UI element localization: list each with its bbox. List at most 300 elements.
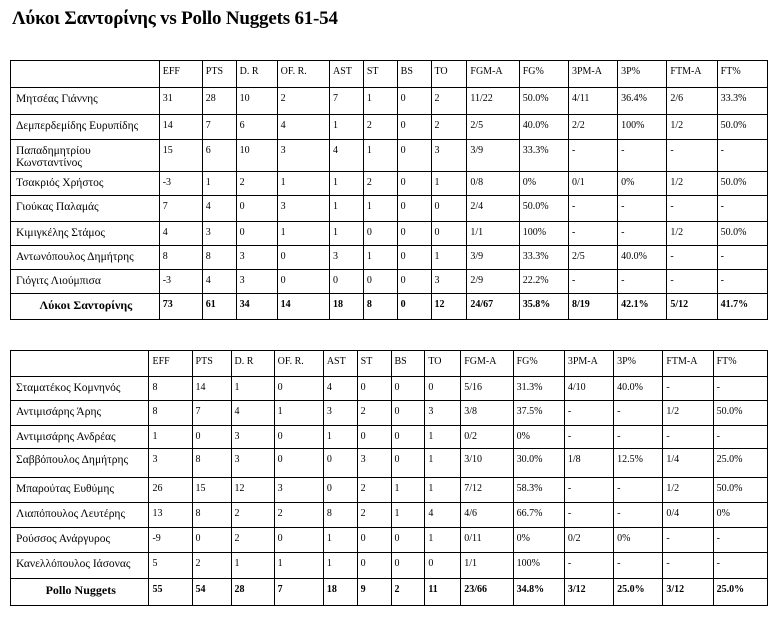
stat-cell: 1/4	[663, 449, 713, 478]
column-header-bs: BS	[397, 61, 431, 88]
stat-cell: 0	[397, 196, 431, 222]
player-row	[11, 449, 768, 478]
stat-cell: 3	[274, 478, 323, 503]
stat-cell: 15	[159, 140, 202, 172]
player-name: Λιαπόπουλος Λευτέρης	[11, 503, 149, 528]
stat-cell: 0/4	[663, 503, 713, 528]
total-cell: 28	[231, 579, 274, 606]
stat-cell: 11/22	[467, 88, 519, 115]
stat-cell: 5/16	[461, 377, 513, 401]
stat-cell: -	[717, 270, 767, 294]
stat-cell: 1/2	[667, 115, 717, 140]
stat-cell: 50.0%	[717, 222, 767, 246]
stat-cell: 7	[329, 88, 363, 115]
stat-cell: 0	[431, 222, 467, 246]
stat-cell: 26	[149, 478, 192, 503]
column-header-to: TO	[425, 351, 461, 377]
player-name: Μπαρούτας Ευθύμης	[11, 478, 149, 503]
stat-cell: -9	[149, 528, 192, 553]
player-name: Κανελλόπουλος Ιάσονας	[11, 553, 149, 579]
stat-cell: 0%	[519, 172, 568, 196]
stat-cell: 40.0%	[614, 377, 663, 401]
stat-cell: 3	[236, 246, 277, 270]
player-name: Σταματέκος Κομνηνός	[11, 377, 149, 401]
player-name: Δεμπερδεμίδης Ευρυπίδης	[11, 115, 160, 140]
stat-cell: 4	[277, 115, 329, 140]
stat-cell: 0	[236, 222, 277, 246]
stat-cell: 2	[363, 172, 397, 196]
stat-cell: 0	[192, 426, 231, 449]
stat-cell: 1	[274, 401, 323, 426]
stat-cell: -3	[159, 270, 202, 294]
stat-cell: 3	[236, 270, 277, 294]
column-header-ast: AST	[323, 351, 357, 377]
stat-cell: 0	[391, 377, 425, 401]
stat-cell: 2	[231, 528, 274, 553]
stat-cell: 50.0%	[717, 172, 767, 196]
header-blank-cell	[11, 61, 160, 88]
stat-cell: 2/5	[568, 246, 617, 270]
stat-cell: 1/2	[663, 478, 713, 503]
column-header-st: ST	[357, 351, 391, 377]
stat-cell: 0	[431, 196, 467, 222]
stat-cell: 8	[202, 246, 236, 270]
stat-cell: 50.0%	[713, 478, 767, 503]
player-row	[11, 528, 768, 553]
column-header-3pm-a: 3PM-A	[564, 351, 613, 377]
team-name: Pollo Nuggets	[11, 579, 149, 606]
stat-cell: 1/2	[667, 172, 717, 196]
total-cell: 18	[329, 294, 363, 320]
stat-cell: 6	[236, 115, 277, 140]
player-name: Γιόγιτς Λιούμπισα	[11, 270, 160, 294]
stat-cell: 0	[397, 115, 431, 140]
total-cell: 9	[357, 579, 391, 606]
stat-cell: -	[663, 528, 713, 553]
player-row	[11, 270, 768, 294]
player-name: Τσακριός Χρήστος	[11, 172, 160, 196]
stat-cell: 1	[277, 172, 329, 196]
column-header-of-r: OF. R.	[277, 61, 329, 88]
stat-cell: 8	[159, 246, 202, 270]
column-header-fgm-a: FGM-A	[467, 61, 519, 88]
total-cell: 23/66	[461, 579, 513, 606]
stat-cell: 1	[363, 88, 397, 115]
stat-cell: 22.2%	[519, 270, 568, 294]
stat-cell: 2	[236, 172, 277, 196]
stat-cell: 2	[431, 88, 467, 115]
stat-cell: 0	[363, 222, 397, 246]
stat-cell: -	[614, 503, 663, 528]
stat-cell: 0/11	[461, 528, 513, 553]
stat-cell: 40.0%	[618, 246, 667, 270]
stat-cell: 3	[149, 449, 192, 478]
stat-cell: -	[618, 270, 667, 294]
total-cell: 34.8%	[513, 579, 564, 606]
stat-cell: 40.0%	[519, 115, 568, 140]
total-cell: 24/67	[467, 294, 519, 320]
stat-cell: -	[614, 401, 663, 426]
total-cell: 12	[431, 294, 467, 320]
stat-cell: 0	[391, 553, 425, 579]
total-cell: 14	[277, 294, 329, 320]
header-row	[11, 61, 768, 88]
team-totals-row	[11, 294, 768, 320]
stat-cell: 2/9	[467, 270, 519, 294]
stat-cell: 3	[231, 449, 274, 478]
stat-cell: 0/1	[568, 172, 617, 196]
stat-cell: 8	[149, 377, 192, 401]
player-name: Ρούσσος Ανάργυρος	[11, 528, 149, 553]
stat-cell: 8	[323, 503, 357, 528]
column-header-3pm-a: 3PM-A	[568, 61, 617, 88]
player-row	[11, 401, 768, 426]
stat-cell: -	[663, 553, 713, 579]
stat-cell: -	[717, 140, 767, 172]
stat-cell: 1	[323, 528, 357, 553]
player-name: Παπαδημητρίου Κωνσταντίνος	[11, 140, 160, 172]
stat-cell: -	[717, 196, 767, 222]
stat-cell: -	[713, 426, 767, 449]
stat-cell: 12.5%	[614, 449, 663, 478]
stat-cell: 0	[397, 140, 431, 172]
stat-cell: 0	[357, 426, 391, 449]
stat-cell: 3	[277, 196, 329, 222]
column-header-3p: 3P%	[614, 351, 663, 377]
stat-cell: 33.3%	[717, 88, 767, 115]
stat-cell: 50.0%	[713, 401, 767, 426]
stat-cell: 1/2	[663, 401, 713, 426]
stat-cell: 0	[236, 196, 277, 222]
player-name: Σαββόπουλος Δημήτρης	[11, 449, 149, 478]
stat-cell: 1	[431, 172, 467, 196]
stat-cell: 33.3%	[519, 246, 568, 270]
stat-cell: 2	[357, 478, 391, 503]
stat-cell: 14	[159, 115, 202, 140]
stat-cell: 3/9	[467, 246, 519, 270]
column-header-ftm-a: FTM-A	[667, 61, 717, 88]
stat-cell: 0	[391, 426, 425, 449]
stat-cell: -	[614, 426, 663, 449]
total-cell: 35.8%	[519, 294, 568, 320]
stat-cell: 50.0%	[519, 196, 568, 222]
stat-cell: 0/2	[564, 528, 613, 553]
stat-cell: 0	[274, 528, 323, 553]
stat-cell: 2/5	[467, 115, 519, 140]
stat-cell: 0	[397, 88, 431, 115]
stat-cell: 0	[357, 553, 391, 579]
column-header-3p: 3P%	[618, 61, 667, 88]
stat-cell: 1/1	[461, 553, 513, 579]
team-totals-row	[11, 579, 768, 606]
stat-cell: 3	[323, 401, 357, 426]
stat-cell: -	[618, 140, 667, 172]
stat-cell: 1	[425, 478, 461, 503]
stat-cell: 2	[363, 115, 397, 140]
stat-cell: 0	[425, 377, 461, 401]
stat-cell: -	[568, 222, 617, 246]
column-header-pts: PTS	[202, 61, 236, 88]
stat-cell: 1	[149, 426, 192, 449]
stat-cell: 0/8	[467, 172, 519, 196]
stat-cell: 100%	[618, 115, 667, 140]
stat-cell: 6	[202, 140, 236, 172]
stat-cell: 0%	[614, 528, 663, 553]
total-cell: 42.1%	[618, 294, 667, 320]
column-header-ftm-a: FTM-A	[663, 351, 713, 377]
stat-cell: 0/2	[461, 426, 513, 449]
player-row	[11, 140, 768, 172]
stat-cell: 5	[149, 553, 192, 579]
total-cell: 8/19	[568, 294, 617, 320]
stat-cell: -	[667, 140, 717, 172]
stat-cell: 0	[357, 377, 391, 401]
stat-cell: 1	[231, 553, 274, 579]
total-cell: 18	[323, 579, 357, 606]
stat-cell: 1	[231, 377, 274, 401]
stat-cell: 66.7%	[513, 503, 564, 528]
total-cell: 34	[236, 294, 277, 320]
stat-cell: 7	[192, 401, 231, 426]
column-header-fg: FG%	[519, 61, 568, 88]
stat-cell: 0	[391, 401, 425, 426]
stat-cell: 8	[192, 503, 231, 528]
total-cell: 61	[202, 294, 236, 320]
stat-cell: -	[564, 478, 613, 503]
stat-cell: 0	[425, 553, 461, 579]
stat-cell: 3/10	[461, 449, 513, 478]
stat-cell: -	[717, 246, 767, 270]
stat-cell: 1/8	[564, 449, 613, 478]
stat-cell: -	[667, 246, 717, 270]
total-cell: 2	[391, 579, 425, 606]
stat-cell: 0	[357, 528, 391, 553]
column-header-ft: FT%	[713, 351, 767, 377]
stat-cell: 14	[192, 377, 231, 401]
column-header-d-r: D. R	[236, 61, 277, 88]
stat-cell: 0	[397, 172, 431, 196]
stat-cell: 1/1	[467, 222, 519, 246]
stat-cell: 1	[363, 140, 397, 172]
header-blank-cell	[11, 351, 149, 377]
stat-cell: -	[568, 270, 617, 294]
player-row	[11, 246, 768, 270]
column-header-st: ST	[363, 61, 397, 88]
player-name: Αντωνόπουλος Δημήτρης	[11, 246, 160, 270]
stat-cell: 1	[391, 478, 425, 503]
column-header-to: TO	[431, 61, 467, 88]
player-row	[11, 172, 768, 196]
player-row	[11, 553, 768, 579]
stat-cell: 1	[277, 222, 329, 246]
column-header-ft: FT%	[717, 61, 767, 88]
player-name: Αντιμισάρης Άρης	[11, 401, 149, 426]
stat-cell: -3	[159, 172, 202, 196]
stat-cell: 1/2	[667, 222, 717, 246]
stat-cell: -	[564, 503, 613, 528]
stat-cell: 0	[323, 478, 357, 503]
stat-cell: 2	[357, 503, 391, 528]
column-header-fgm-a: FGM-A	[461, 351, 513, 377]
stat-cell: -	[667, 270, 717, 294]
stat-cell: -	[564, 553, 613, 579]
stat-cell: 1	[274, 553, 323, 579]
column-header-of-r: OF. R.	[274, 351, 323, 377]
header-row	[11, 351, 768, 377]
stat-cell: 3	[277, 140, 329, 172]
stat-cell: 1	[323, 553, 357, 579]
total-cell: 55	[149, 579, 192, 606]
team-name: Λύκοι Σαντορίνης	[11, 294, 160, 320]
stat-cell: -	[618, 222, 667, 246]
stat-cell: 1	[329, 115, 363, 140]
player-name: Μητσέας Γιάννης	[11, 88, 160, 115]
stat-cell: 3	[231, 426, 274, 449]
stat-cell: 4	[329, 140, 363, 172]
stat-cell: -	[713, 528, 767, 553]
stat-cell: 2	[192, 553, 231, 579]
stat-cell: 4	[323, 377, 357, 401]
column-header-pts: PTS	[192, 351, 231, 377]
stat-cell: 7	[202, 115, 236, 140]
stat-cell: 0	[397, 222, 431, 246]
team2-box-score-table	[10, 350, 768, 606]
stat-cell: 0	[391, 528, 425, 553]
stat-cell: 4/11	[568, 88, 617, 115]
stat-cell: 2	[231, 503, 274, 528]
stat-cell: 0	[274, 426, 323, 449]
stat-cell: 4/10	[564, 377, 613, 401]
column-header-eff: EFF	[159, 61, 202, 88]
total-cell: 7	[274, 579, 323, 606]
total-cell: 3/12	[663, 579, 713, 606]
stat-cell: 0	[274, 377, 323, 401]
stat-cell: 100%	[519, 222, 568, 246]
player-row	[11, 377, 768, 401]
stat-cell: 2	[277, 88, 329, 115]
stat-cell: 0	[397, 246, 431, 270]
stat-cell: 10	[236, 88, 277, 115]
stat-cell: 0	[363, 270, 397, 294]
stat-cell: 3	[425, 401, 461, 426]
player-row	[11, 503, 768, 528]
stat-cell: -	[663, 426, 713, 449]
stat-cell: 4	[231, 401, 274, 426]
stat-cell: -	[713, 377, 767, 401]
stat-cell: 2	[357, 401, 391, 426]
stat-cell: 50.0%	[717, 115, 767, 140]
stat-cell: -	[564, 401, 613, 426]
stat-cell: 50.0%	[519, 88, 568, 115]
stat-cell: 33.3%	[519, 140, 568, 172]
stat-cell: 3	[329, 246, 363, 270]
stat-cell: 31	[159, 88, 202, 115]
stat-cell: 3/8	[461, 401, 513, 426]
stat-cell: 3	[431, 140, 467, 172]
stat-cell: 7/12	[461, 478, 513, 503]
total-cell: 8	[363, 294, 397, 320]
stat-cell: 2/2	[568, 115, 617, 140]
column-header-fg: FG%	[513, 351, 564, 377]
stat-cell: 1	[202, 172, 236, 196]
stat-cell: 1	[329, 196, 363, 222]
player-row	[11, 115, 768, 140]
player-row	[11, 426, 768, 449]
total-cell: 25.0%	[713, 579, 767, 606]
stat-cell: 36.4%	[618, 88, 667, 115]
stat-cell: 0	[329, 270, 363, 294]
stat-cell: 1	[431, 246, 467, 270]
player-row	[11, 478, 768, 503]
stat-cell: 0	[397, 270, 431, 294]
stat-cell: 0	[274, 449, 323, 478]
stat-cell: 0	[192, 528, 231, 553]
column-header-eff: EFF	[149, 351, 192, 377]
stat-cell: 3/9	[467, 140, 519, 172]
stat-cell: -	[568, 196, 617, 222]
player-row	[11, 196, 768, 222]
stat-cell: 3	[431, 270, 467, 294]
player-name: Αντιμισάρης Ανδρέας	[11, 426, 149, 449]
page-title: Λύκοι Σαντορίνης vs Pollo Nuggets 61-54	[12, 8, 338, 29]
total-cell: 54	[192, 579, 231, 606]
stat-cell: 8	[149, 401, 192, 426]
stat-cell: 1	[363, 196, 397, 222]
stat-cell: 1	[425, 426, 461, 449]
stat-cell: 0	[277, 270, 329, 294]
total-cell: 25.0%	[614, 579, 663, 606]
stat-cell: -	[667, 196, 717, 222]
stat-cell: 37.5%	[513, 401, 564, 426]
stat-cell: -	[614, 478, 663, 503]
stat-cell: 4/6	[461, 503, 513, 528]
stat-cell: 4	[202, 196, 236, 222]
stat-cell: 4	[159, 222, 202, 246]
stat-cell: 28	[202, 88, 236, 115]
player-row	[11, 222, 768, 246]
stat-cell: 1	[329, 222, 363, 246]
column-header-bs: BS	[391, 351, 425, 377]
stat-cell: -	[663, 377, 713, 401]
total-cell: 3/12	[564, 579, 613, 606]
stat-cell: 30.0%	[513, 449, 564, 478]
stat-cell: 1	[363, 246, 397, 270]
stat-cell: 1	[329, 172, 363, 196]
stat-cell: 1	[391, 503, 425, 528]
stat-cell: 1	[323, 426, 357, 449]
stat-cell: 0	[391, 449, 425, 478]
stat-cell: 7	[159, 196, 202, 222]
total-cell: 11	[425, 579, 461, 606]
total-cell: 41.7%	[717, 294, 767, 320]
stat-cell: 58.3%	[513, 478, 564, 503]
stat-cell: 0	[323, 449, 357, 478]
stat-cell: 0%	[618, 172, 667, 196]
stat-cell: 100%	[513, 553, 564, 579]
stat-cell: 2/4	[467, 196, 519, 222]
total-cell: 0	[397, 294, 431, 320]
stat-cell: 12	[231, 478, 274, 503]
column-header-d-r: D. R	[231, 351, 274, 377]
team1-box-score-table	[10, 60, 768, 320]
stat-cell: 0%	[513, 426, 564, 449]
stat-cell: 8	[192, 449, 231, 478]
stat-cell: 25.0%	[713, 449, 767, 478]
stat-cell: 3	[357, 449, 391, 478]
stat-cell: 0%	[713, 503, 767, 528]
stat-cell: 2	[274, 503, 323, 528]
stat-cell: 2/6	[667, 88, 717, 115]
